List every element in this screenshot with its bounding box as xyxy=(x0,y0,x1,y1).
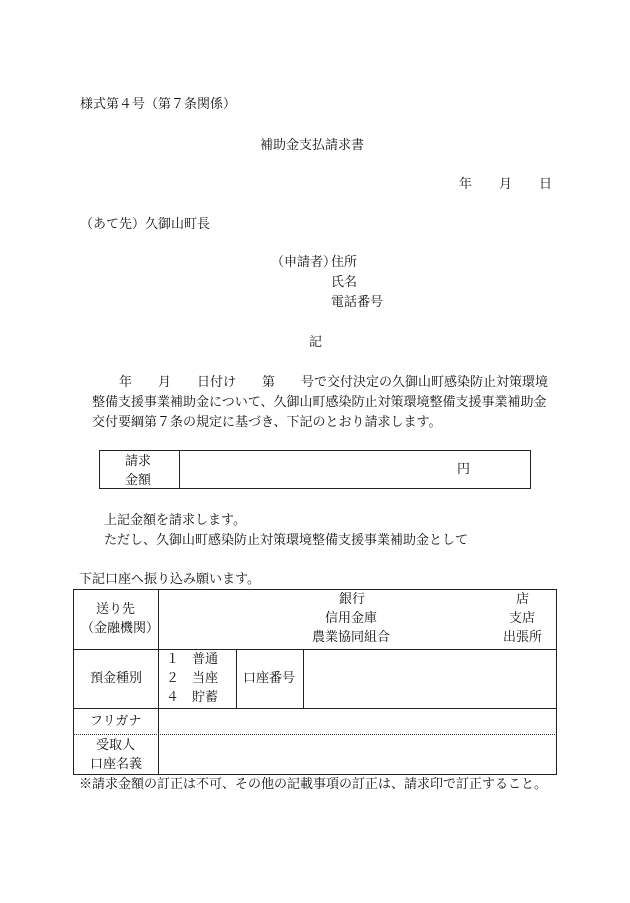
applicant-label: （申請者） xyxy=(271,255,337,270)
date-day-label: 日 xyxy=(539,177,553,192)
deposit-type-label: 預金種別 xyxy=(90,671,143,686)
applicant-name-label: 氏名 xyxy=(331,275,358,290)
request-line-2: ただし、久御山町感染防止対策環境整備支援事業補助金として xyxy=(104,533,469,548)
applicant-phone-label: 電話番号 xyxy=(331,295,384,310)
date-month-label: 月 xyxy=(499,177,513,192)
bank-table xyxy=(73,589,557,775)
deposit-option-ordinary: １ 普通 xyxy=(166,652,219,667)
account-number-label: 口座番号 xyxy=(243,671,296,686)
furigana-label: フリガナ xyxy=(90,714,142,729)
bank-type-bank: 銀行 xyxy=(339,592,366,607)
form-number: 様式第４号（第７条関係） xyxy=(80,97,237,112)
request-line-1: 上記金額を請求します。 xyxy=(104,513,246,528)
ki-heading: 記 xyxy=(309,335,323,350)
bank-type-ja: 農業協同組合 xyxy=(312,630,391,645)
amount-unit: 円 xyxy=(457,462,471,477)
body-line-3: 交付要綱第７条の規定に基づき、下記のとおり請求します。 xyxy=(92,415,442,430)
transfer-note: 下記口座へ振り込み願います。 xyxy=(79,572,260,587)
body-line-2: 整備支援事業補助金について、久御山町感染防止対策環境整備支援事業補助金 xyxy=(92,395,547,410)
bank-type-shinkin: 信用金庫 xyxy=(325,611,378,626)
branch-type-branch: 支店 xyxy=(509,611,536,626)
page-title: 補助金支払請求書 xyxy=(260,138,365,153)
applicant-address-label: 住所 xyxy=(331,255,358,270)
amount-label-line2: 金額 xyxy=(125,473,152,488)
destination-label-line2: （金融機関） xyxy=(81,621,160,636)
body-line-1: 年 月 日付け 第 号で交付決定の久御山町感染防止対策環境 xyxy=(119,375,549,390)
deposit-option-savings: ４ 貯蓄 xyxy=(166,690,219,705)
branch-type-office: 出張所 xyxy=(503,630,543,645)
branch-type-store: 店 xyxy=(516,592,530,607)
account-holder-label-line1: 受取人 xyxy=(96,738,136,753)
addressee: （あて先）久御山町長 xyxy=(80,217,211,232)
date-year-label: 年 xyxy=(459,177,473,192)
footnote: ※請求金額の訂正は不可、その他の記載事項の訂正は、請求印で訂正すること。 xyxy=(79,777,548,792)
deposit-option-current: ２ 当座 xyxy=(166,671,219,686)
account-holder-label-line2: 口座名義 xyxy=(90,757,143,772)
amount-label-line1: 請求 xyxy=(125,454,152,469)
destination-label-line1: 送り先 xyxy=(96,602,136,617)
